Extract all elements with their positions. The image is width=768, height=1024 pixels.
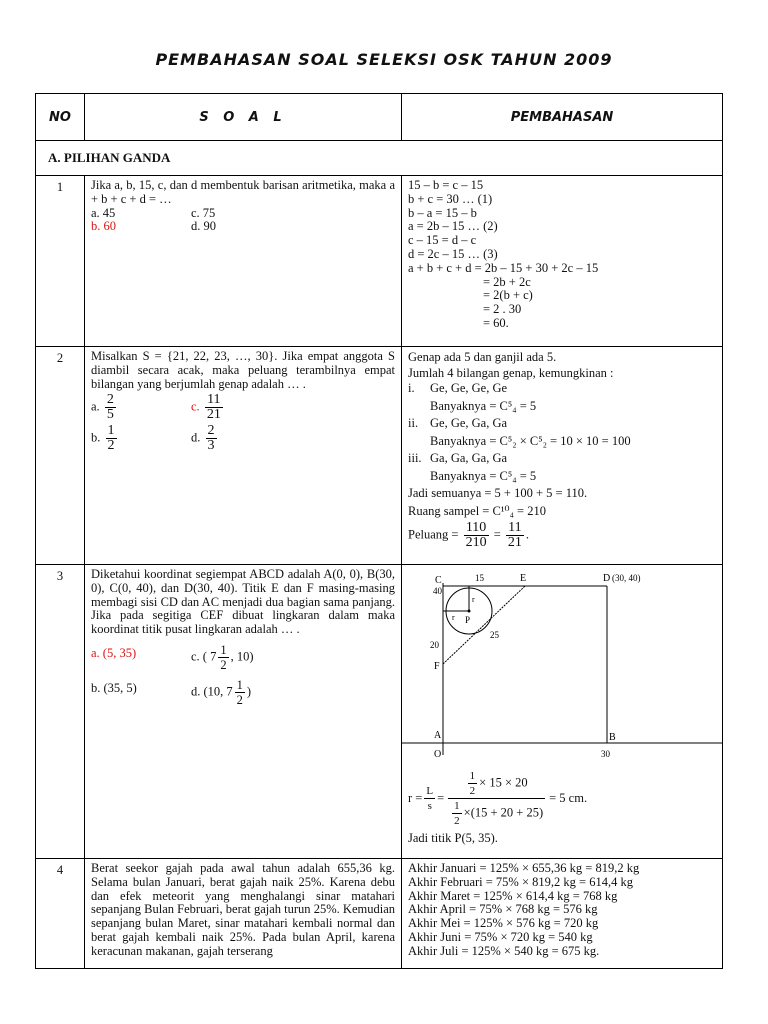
question-number: 3 [36, 565, 85, 859]
options-row [91, 207, 395, 221]
label-40: 40 [433, 586, 442, 596]
option-c-label: c. [191, 399, 200, 414]
solution-line: Akhir Juli = 125% × 540 kg = 675 kg. [408, 943, 600, 958]
option-c-fraction: $\frac{11}{21}$ [206, 392, 221, 423]
question-cell [85, 565, 402, 859]
problem-table [35, 93, 723, 969]
label-F: F [434, 661, 440, 672]
section-title: A. PILIHAN GANDA [36, 141, 723, 176]
diagonal-EF [443, 586, 525, 664]
label-A: A [434, 730, 442, 741]
case-text: Ge, Ge, Ga, Ga [430, 416, 508, 430]
question-cell [85, 859, 402, 969]
label-30: 30 [601, 749, 610, 759]
solution-line: Akhir Maret = 125% × 614,4 kg = 768 kg [408, 888, 618, 903]
page-title: PEMBAHASAN SOAL SELEKSI OSK TAHUN 2009 [155, 50, 613, 69]
solution-line: b – a = 15 – b [408, 205, 477, 220]
option-a: a. 45 [91, 205, 116, 220]
option-a-answer: a. (5, 35) [91, 645, 137, 660]
header-pembahasan: PEMBAHASAN [402, 94, 723, 141]
solution-line: = 2 . 30 [483, 302, 522, 317]
solution-line: = 2(b + c) [483, 288, 533, 303]
solution-line: Jadi semuanya = 5 + 100 + 5 = 110. [408, 486, 588, 500]
case-count: Banyaknya = C⁵₄ = 5 [430, 398, 537, 413]
question-cell [85, 176, 402, 347]
case-count: Banyaknya = C⁵₂ × C⁵₂ = 10 × 10 = 100 [430, 433, 631, 448]
option-b-label: b. [91, 430, 101, 445]
solution-line: b + c = 30 … (1) [408, 191, 493, 206]
solution-cell [402, 859, 723, 969]
option-d-fraction: $\frac{2}{3}$ [207, 423, 215, 454]
radius-fraction: $\frac{1}{2}$ × 15 × 20 $\frac{1}{2}$ ×(15 + 20 + 25) [448, 769, 545, 828]
option-a-label: a. [91, 399, 100, 414]
question-text: Diketahui koordinat segiempat ABCD adalah A(0, 0), B(30, 0), C(0, 40), dan D(30, 40). Titik E dan F masing-masing membagi sisi CD dan AC menjadi dua bagian sama panjang. Jika pada segitiga CEF dibuat lingkaran dalam maka koordinat titik pusat lingkaran adalah … . [91, 567, 395, 637]
label-E: E [520, 573, 527, 584]
question-number: 1 [36, 176, 85, 347]
option-c: c. 75 [191, 205, 216, 220]
header-no: NO [36, 94, 85, 141]
case-label: i. [408, 381, 415, 395]
L-over-s: $\frac{L}{s}$ [426, 785, 434, 812]
probability-line: Peluang = $\frac{110}{210}$ = $\frac{11}{21}$ . [408, 520, 530, 550]
table-row [36, 176, 723, 347]
options-row [91, 393, 395, 422]
options-row [91, 643, 395, 672]
option-a-fraction: $\frac{2}{5}$ [106, 392, 114, 423]
label-C: C [435, 575, 442, 586]
rectangle-diagram [402, 565, 723, 765]
label-r-1: r [472, 595, 475, 604]
solution-line: Akhir Mei = 125% × 576 kg = 720 kg [408, 916, 599, 931]
radius-formula: r = $\frac{L}{s}$ = $\frac{1}{2}$ × 15 × 20 $\frac{1}{2}$ ×(15 + 20 + 25) = 5 cm. [408, 770, 588, 827]
table-row [36, 565, 723, 859]
label-r-2: r [452, 613, 455, 622]
options-row [91, 220, 395, 234]
case-label: iii. [408, 451, 422, 465]
label-P: P [465, 615, 471, 625]
option-b: b. (35, 5) [91, 680, 137, 695]
option-d: d. 90 [191, 219, 216, 234]
solution-line: c – 15 = d – c [408, 233, 477, 248]
question-number: 4 [36, 859, 85, 969]
option-d: d. (10, 7 $\frac{1}{2}$ ) [191, 677, 252, 707]
case-count: Banyaknya = C⁵₄ = 5 [430, 468, 537, 483]
label-B: B [609, 732, 616, 743]
label-20: 20 [430, 640, 439, 650]
solution-line: Akhir April = 75% × 768 kg = 576 kg [408, 902, 598, 917]
section-row [36, 141, 723, 176]
solution-cell [402, 565, 723, 859]
solution-line: a = 2b – 15 … (2) [408, 219, 498, 234]
solution-line: a + b + c + d = 2b – 15 + 30 + 2c – 15 [408, 260, 599, 275]
option-b-fraction: $\frac{1}{2}$ [107, 423, 115, 454]
solution-line: = 60. [483, 315, 509, 330]
solution-line: = 2b + 2c [483, 274, 531, 289]
solution-line: d = 2c – 15 … (3) [408, 246, 498, 261]
solution-cell [402, 347, 723, 565]
label-15: 15 [475, 573, 484, 583]
case-text: Ga, Ga, Ga, Ga [430, 451, 508, 465]
solution-line: Jumlah 4 bilangan genap, kemungkinan : [408, 365, 614, 380]
question-number: 2 [36, 347, 85, 565]
label-O: O [434, 749, 442, 760]
option-c: c. ( 7 $\frac{1}{2}$ , 10) [191, 642, 254, 672]
center-point [468, 610, 471, 613]
table-row [36, 347, 723, 565]
options-row [91, 678, 395, 707]
label-D: D [603, 573, 611, 584]
label-25: 25 [490, 630, 499, 640]
solution-line: Akhir Januari = 125% × 655,36 kg = 819,2 kg [408, 861, 640, 875]
conclusion: Jadi titik P(5, 35). [408, 831, 498, 845]
solution-cell [402, 176, 723, 347]
table-row [36, 859, 723, 969]
solution-line: Akhir Februari = 75% × 819,2 kg = 614,4 kg [408, 874, 633, 889]
question-text: Misalkan S = {21, 22, 23, …, 30}. Jika empat anggota S diambil secara acak, maka peluang terambilnya empat bilangan yang berjumlah genap adalah … . [91, 349, 395, 391]
case-label: ii. [408, 416, 419, 430]
probability-fraction: $\frac{11}{21}$ [507, 520, 522, 550]
solution-line: Ruang sampel = C¹⁰₄ = 210 [408, 503, 546, 518]
solution-line: 15 – b = c – 15 [408, 178, 484, 192]
probability-fraction: $\frac{110}{210}$ [465, 520, 487, 550]
table-header [36, 94, 723, 141]
options-row [91, 424, 395, 453]
header-soal: S O A L [85, 94, 402, 141]
case-text: Ge, Ge, Ge, Ge [430, 381, 508, 395]
question-cell [85, 347, 402, 565]
question-text: Jika a, b, 15, c, dan d membentuk barisan aritmetika, maka a + b + c + d = … [91, 178, 395, 206]
question-text: Berat seekor gajah pada awal tahun adalah 655,36 kg. Selama bulan Januari, berat gajah naik 25%. Karena debu dan efek meteorit yang menghalangi sinar matahari sepanjang Bulan Februari, berat gajah turun 25%. Kemudian sepanjang bulan Maret, sinar matahari kembali normal dan berat gajah kembali naik 25%. Pada bulan April, karena keracunan makanan, gajah terserang [91, 861, 395, 958]
solution-line: Genap ada 5 dan ganjil ada 5. [408, 350, 557, 364]
option-b-answer: b. 60 [91, 219, 116, 234]
option-d-label: d. [191, 430, 201, 445]
solution-line: Akhir Juni = 75% × 720 kg = 540 kg [408, 929, 593, 944]
label-D-coord: (30, 40) [612, 573, 641, 583]
